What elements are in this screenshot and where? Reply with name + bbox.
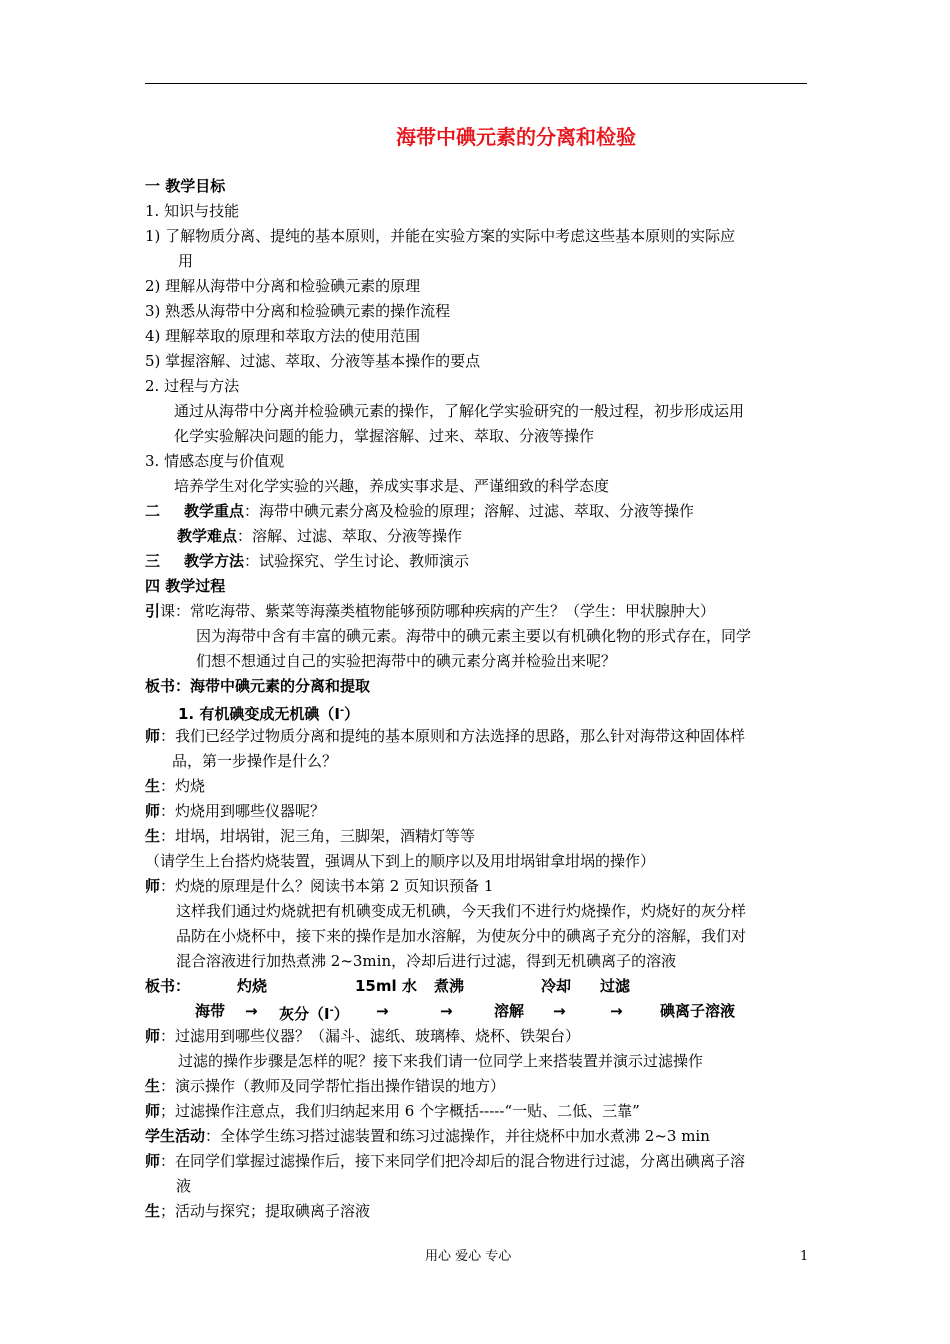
dialogue-student-2 <box>145 826 475 846</box>
speaker-teacher: 师 <box>145 1152 161 1170</box>
flow-node-ash-superscript: - <box>329 1005 334 1016</box>
dialogue-text: ：过滤用到哪些仪器？（漏斗、滤纸、玻璃棒、烧杯、铁架台） <box>160 1027 581 1045</box>
student-activity <box>145 1126 710 1146</box>
dialogue-text: ：灼烧的原理是什么？阅读书本第 2 页知识预备 1 <box>160 877 494 895</box>
section-2-number: 二 <box>145 502 161 520</box>
knowledge-item-3: 3) 熟悉从海带中分离和检验碘元素的操作流程 <box>145 302 451 320</box>
knowledge-item-5: 5) 掌握溶解、过滤、萃取、分液等基本操作的要点 <box>145 352 481 370</box>
knowledge-item-1: 1) 了解物质分离、提纯的基本原则，并能在实验方案的实际中考虑这些基本原则的实际应 <box>145 227 736 245</box>
flow-condition-burn: 灼烧 <box>237 977 268 995</box>
flow-board-label: 板书： <box>145 977 191 995</box>
attitude-text: 培养学生对化学实验的兴趣，养成实事求是、严谨细致的科学态度 <box>174 477 610 495</box>
step-1-text: 1. 有机碘变成无机碘（I <box>178 705 340 723</box>
dialogue-teacher-6 <box>145 1151 745 1171</box>
process-text-1: 通过从海带中分离并检验碘元素的操作，了解化学实验研究的一般过程，初步形成运用 <box>174 402 745 420</box>
page-number: 1 <box>800 1249 809 1264</box>
flow-node-ash <box>279 1001 349 1024</box>
step-1-superscript: - <box>339 705 345 716</box>
flow-node-iodide-solution: 碘离子溶液 <box>660 1002 736 1020</box>
methods-line <box>145 551 469 571</box>
speaker-teacher: 师 <box>145 727 161 745</box>
knowledge-item-1-cont: 用 <box>178 252 194 270</box>
dialogue-text: ：在同学们掌握过滤操作后，接下来同学们把冷却后的混合物进行过滤，分离出碘离子溶 <box>160 1152 746 1170</box>
intro-text: 课：常吃海带、紫菜等海藻类植物能够预防哪种疾病的产生？（学生：甲状腺肿大） <box>160 602 716 620</box>
intro-para-2: 们想不想通过自己的实验把海带中的碘元素分离并检验出来呢？ <box>196 652 617 670</box>
speaker-teacher: 师 <box>145 877 161 895</box>
speaker-teacher: 师 <box>145 1027 161 1045</box>
intro-label: 引 <box>145 602 161 620</box>
page-title: 海带中碘元素的分离和检验 <box>396 125 636 149</box>
dialogue-teacher-2 <box>145 801 325 821</box>
knowledge-heading: 1. 知识与技能 <box>145 202 240 220</box>
teacher-para-4: 过滤的操作步骤是怎样的呢？接下来我们请一位同学上来搭装置并演示过滤操作 <box>178 1052 704 1070</box>
dialogue-text: ；过滤操作注意点，我们归纳起来用 6 个字概括-----“一贴、二低、三靠” <box>160 1102 640 1120</box>
teacher-para-1: 这样我们通过灼烧就把有机碘变成无机碘，今天我们不进行灼烧操作，灼烧好的灰分样 <box>176 902 747 920</box>
methods-label: 教学方法 <box>184 552 245 570</box>
flow-node-ash-text: 灰分（I <box>279 1005 330 1023</box>
step-1-end: ） <box>344 705 360 723</box>
difficulties-line <box>177 526 462 546</box>
header-rule <box>145 83 807 84</box>
dialogue-text: ：演示操作（教师及同学帮忙指出操作错误的地方） <box>160 1077 506 1095</box>
speaker-student: 生 <box>145 777 161 795</box>
flow-condition-filter: 过滤 <box>600 977 631 995</box>
difficulties-text: ：溶解、过滤、萃取、分液等操作 <box>237 527 463 545</box>
stage-note: （请学生上台搭灼烧装置，强调从下到上的顺序以及用坩埚钳拿坩埚的操作） <box>145 852 656 870</box>
flow-condition-cool: 冷却 <box>541 977 572 995</box>
speaker-student-activity: 学生活动 <box>145 1127 206 1145</box>
dialogue-teacher-3 <box>145 876 493 896</box>
process-text-2: 化学实验解决问题的能力，掌握溶解、过来、萃取、分液等操作 <box>174 427 595 445</box>
intro-line <box>145 601 715 621</box>
dialogue-text: ；活动与探究；提取碘离子溶液 <box>160 1202 371 1220</box>
flow-arrow-icon: → <box>245 1002 258 1020</box>
key-points-text: ：海带中碘元素分离及检验的原理；溶解、过滤、萃取、分液等操作 <box>244 502 695 520</box>
board-title: 板书：海带中碘元素的分离和提取 <box>145 677 371 695</box>
flow-arrow-icon: → <box>440 1002 453 1020</box>
dialogue-teacher-1 <box>145 726 745 746</box>
dialogue-teacher-5 <box>145 1101 640 1121</box>
flow-arrow-icon: → <box>610 1002 623 1020</box>
section-objectives-heading: 一 教学目标 <box>145 177 226 195</box>
difficulties-label: 教学难点 <box>177 527 238 545</box>
teacher-para-2: 品防在小烧杯中，接下来的操作是加水溶解，为使灰分中的碘离子充分的溶解，我们对 <box>176 927 747 945</box>
flow-node-kelp: 海带 <box>195 1002 226 1020</box>
flow-condition-water: 15ml 水 <box>355 977 417 995</box>
flow-condition-boil: 煮沸 <box>434 977 465 995</box>
attitude-heading: 3. 情感态度与价值观 <box>145 452 285 470</box>
flow-node-ash-end: ） <box>333 1005 349 1023</box>
knowledge-item-4: 4) 理解萃取的原理和萃取方法的使用范围 <box>145 327 421 345</box>
dialogue-text: ：灼烧 <box>160 777 206 795</box>
flow-node-dissolve: 溶解 <box>494 1002 525 1020</box>
key-points-line <box>145 501 694 521</box>
key-points-label: 教学重点 <box>184 502 245 520</box>
flow-arrow-icon: → <box>376 1002 389 1020</box>
speaker-student: 生 <box>145 827 161 845</box>
speaker-student: 生 <box>145 1077 161 1095</box>
speaker-teacher: 师 <box>145 802 161 820</box>
footer-motto: 用心 爱心 专心 <box>425 1249 512 1264</box>
dialogue-teacher-1-cont: 品，第一步操作是什么？ <box>172 752 338 770</box>
intro-para-1: 因为海带中含有丰富的碘元素。海带中的碘元素主要以有机碘化物的形式存在，同学 <box>196 627 752 645</box>
step-1-heading <box>178 701 359 724</box>
speaker-teacher: 师 <box>145 1102 161 1120</box>
speaker-student: 生 <box>145 1202 161 1220</box>
methods-text: ：试验探究、学生讨论、教师演示 <box>244 552 470 570</box>
section-process-heading: 四 教学过程 <box>145 577 226 595</box>
dialogue-text: ：坩埚，坩埚钳，泥三角，三脚架，酒精灯等等 <box>160 827 476 845</box>
dialogue-teacher-6-cont: 液 <box>176 1177 192 1195</box>
teacher-para-3: 混合溶液进行加热煮沸 2~3min，冷却后进行过滤，得到无机碘离子的溶液 <box>176 952 677 970</box>
dialogue-text: ：全体学生练习搭过滤装置和练习过滤操作，并往烧杯中加水煮沸 2~3 min <box>205 1127 710 1145</box>
knowledge-item-2: 2) 理解从海带中分离和检验碘元素的原理 <box>145 277 421 295</box>
dialogue-text: ：灼烧用到哪些仪器呢？ <box>160 802 326 820</box>
process-heading: 2. 过程与方法 <box>145 377 240 395</box>
dialogue-text: ：我们已经学过物质分离和提纯的基本原则和方法选择的思路，那么针对海带这种固体样 <box>160 727 746 745</box>
dialogue-student-4 <box>145 1201 370 1221</box>
flow-arrow-icon: → <box>553 1002 566 1020</box>
dialogue-teacher-4 <box>145 1026 580 1046</box>
dialogue-student-3 <box>145 1076 505 1096</box>
dialogue-student-1 <box>145 776 205 796</box>
section-3-number: 三 <box>145 552 161 570</box>
